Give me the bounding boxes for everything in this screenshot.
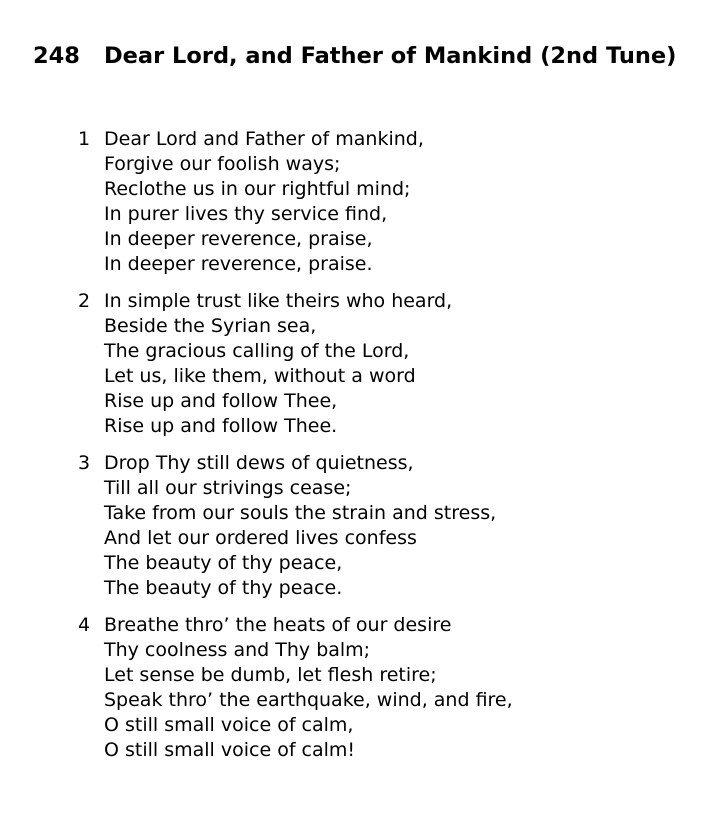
verse-line: Thy coolness and Thy balm; [104, 639, 371, 661]
verse-line: Dear Lord and Father of mankind, [104, 128, 424, 150]
verse-line: Drop Thy still dews of quietness, [104, 452, 414, 474]
verse-line: O still small voice of calm! [104, 739, 356, 761]
verses [78, 127, 513, 775]
verse-number: 2 [78, 290, 91, 312]
verse-line: Rise up and follow Thee, [104, 390, 338, 412]
verse-4 [78, 613, 513, 763]
verse-lines [104, 613, 513, 763]
verse-line: In deeper reverence, praise, [104, 228, 373, 250]
verse-line: Let us, like them, without a word [104, 365, 416, 387]
verse-line: Reclothe us in our rightful mind; [104, 178, 411, 200]
verse-lines [104, 289, 452, 439]
verse-lines [104, 451, 496, 601]
verse-line: Rise up and follow Thee. [104, 415, 338, 437]
verse-line: In deeper reverence, praise. [104, 253, 373, 275]
verse-line: Breathe thro’ the heats of our desire [104, 614, 452, 636]
verse-line: Let sense be dumb, let flesh retire; [104, 664, 437, 686]
verse-line: Speak thro’ the earthquake, wind, and fire, [104, 689, 513, 711]
verse-line: Forgive our foolish ways; [104, 153, 341, 175]
verse-line: Till all our strivings cease; [104, 477, 352, 499]
verse-1 [78, 127, 513, 277]
verse-line: And let our ordered lives confess [104, 527, 417, 549]
verse-line: The gracious calling of the Lord, [104, 340, 410, 362]
verse-number: 3 [78, 452, 91, 474]
verse-line: In simple trust like theirs who heard, [104, 290, 453, 312]
hymn-header [33, 40, 676, 72]
hymn-title: Dear Lord, and Father of Mankind (2nd Tune) [104, 43, 677, 69]
verse-2 [78, 289, 513, 439]
verse-number: 1 [78, 128, 91, 150]
verse-line: Beside the Syrian sea, [104, 315, 317, 337]
verse-3 [78, 451, 513, 601]
verse-line: O still small voice of calm, [104, 714, 354, 736]
hymn-number: 248 [33, 43, 80, 69]
verse-line: In purer lives thy service find, [104, 203, 388, 225]
verse-number: 4 [78, 614, 91, 636]
verse-line: Take from our souls the strain and stress, [104, 502, 497, 524]
verse-line: The beauty of thy peace. [104, 577, 343, 599]
verse-line: The beauty of thy peace, [104, 552, 343, 574]
verse-lines [104, 127, 424, 277]
